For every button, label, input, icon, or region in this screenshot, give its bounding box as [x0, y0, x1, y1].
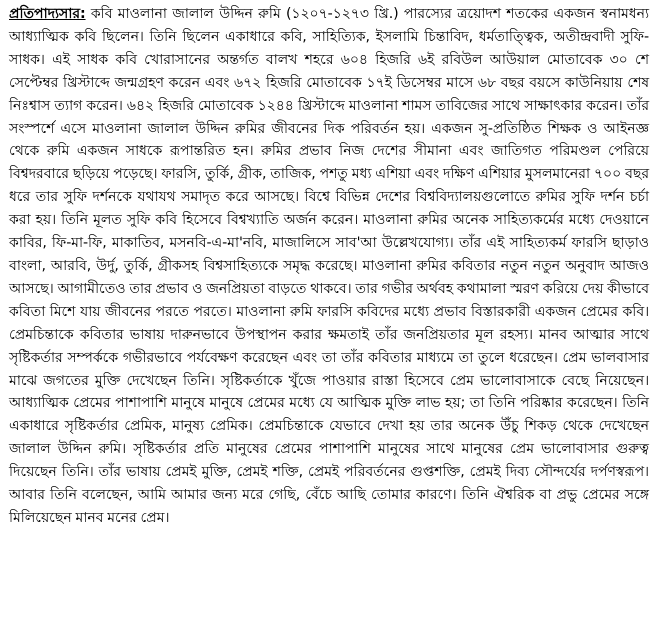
summary-label: প্রতিপাদ্যসার:: [9, 6, 86, 22]
summary-body: কবি মাওলানা জালাল উদ্দিন রুমি (১২০৭-১২৭৩ খ্রি.) পারস্যের ত্রয়োদশ শতকের একজন স্বনামধন্য আধ্যাত্মিক কবি ছিলেন। তিনি ছিলেন একাধারে কবি, সাহিত্যিক, ইসলামি চিন্তাবিদ, ধর্মতাত্ত্বিক, অতীন্দ্রবাদী সুফি-সাধক। এই সাধক কবি খোরাসানের অন্তর্গত বালখ শহরে ৬০৪ হিজরি ৬ই রবিউল আউয়াল মোতাবেক ৩০ শে সেপ্টেম্বর খ্রিস্টাব্দে জন্মগ্রহণ করেন এবং ৬৭২ হিজরি মোতাবেক ১৭ই ডিসেম্বর মাসে ৬৮ বছর বয়সে কাউনিয়ায় শেষ নিঃশ্বাস ত্যাগ করেন। ৬৪২ হিজরি মোতাবেক ১২৪৪ খ্রিস্টাব্দে মাওলানা শামস তাবিজের সাথে সাক্ষাৎকার করেন। তাঁর সংস্পর্শে এসে মাওলানা জালাল উদ্দিন রুমির জীবনের দিক পরিবর্তন হয়। একজন সু-প্রতিষ্ঠিত শিক্ষক ও আইনজ্ঞ থেকে রুমি একজন সাধকে রূপান্তরিত হন। রুমির প্রভাব নিজ দেশের সীমানা এবং জাতিগত পরিমণ্ডল পেরিয়ে বিশ্বদরবারে ছড়িয়ে পড়েছে। ফারসি, তুর্কি, গ্রীক, তাজিক, পশতু মধ্য এশিয়া এবং দক্ষিণ এশিয়ার মুসলমানেরা ৭০০ বছর ধরে তার সুফি দর্শনকে যথাযথ সমাদৃত করে আসছে। বিশ্বে বিভিন্ন দেশের বিশ্ববিদ্যালয়গুলোতে রুমির সুফি দর্শন চর্চা করা হয়। তিনি মূলত সুফি কবি হিসেবে বিশ্বখ্যাতি অর্জন করেন। মাওলানা রুমির অনেক সাহিত্যকর্মের মধ্যে দেওয়ানে কাবির, ফি-মা-ফি, মাকাতিব, মসনবি-এ-মা'নবি, মাজালিসে সাব'আ উল্লেখযোগ্য। তাঁর এই সাহিত্যকর্ম ফারসি ছাড়াও বাংলা, আরবি, উর্দু, তুর্কি, গ্রীকসহ বিশ্বসাহিত্যকে সমৃদ্ধ করেছে। মাওলানা রুমির কবিতার নতুন নতুন অনুবাদ আজও আসছে। আগামীতেও তার প্রভাব ও জনপ্রিয়তা বাড়তে থাকবে। তার গভীর অর্থবহ কথামালা স্মরণ করিয়ে দেয় কীভাবে কবিতা মিশে যায় জীবনের পরতে পরতে। মাওলানা রুমি ফারসি কবিদের মধ্যে প্রভাব বিস্তারকারী একজন প্রেমের কবি। প্রেমচিন্তাকে কবিতার ভাষায় দারুনভাবে উপস্থাপন করার ক্ষমতাই তাঁর জনপ্রিয়তার মূল রহস্য। মানব আত্মার সাথে সৃষ্টিকর্তার সম্পর্ককে গভীরভাবে পর্যবেক্ষণ করেছেন এবং তা তাঁর কবিতার মাধ্যমে তা তুলে ধরেছেন। প্রেম ভালবাসার মাঝে জগতের মুক্তি দেখেছেন তিনি। সৃষ্টিকর্তাকে খুঁজে পাওয়ার রাস্তা হিসেবে প্রেম ভালোবাসাকে বেছে নিয়েছেন। আধ্যাত্মিক প্রেমের পাশাপাশি মানুষে মানুষে প্রেমের মধ্যে যে আত্মিক মুক্তি লাভ হয়; তা তিনি পরিষ্কার করেছেন। তিনি একাধারে সৃষ্টিকর্তার প্রেমিক, মানুষ্য প্রেমিক। প্রেমচিন্তাকে যেভাবে দেখা হয় তার অনেক উঁচু শিকড় থেকে দেখেছেন জালাল উদ্দিন রুমি। সৃষ্টিকর্তার প্রতি মানুষের প্রেমের পাশাপাশি মানুষের সাথে মানুষের প্রেম ভালোবাসার গুরুত্ব দিয়েছেন তিনি। তাঁর ভাষায় প্রেমই মুক্তি, প্রেমই শক্তি, প্রেমই পরিবর্তনের গুপ্তশক্তি, প্রেমই দিব্য সৌন্দর্যের দর্পণস্বরূপ। আবার তিনি বলেছেন, আমি আমার জন্য মরে গেছি, বেঁচে আছি তোমার কারণে। তিনি ঐশ্বরিক বা প্রভু প্রেমের সঙ্গে মিলিয়েছেন মানব মনের প্রেম।: [9, 6, 649, 526]
